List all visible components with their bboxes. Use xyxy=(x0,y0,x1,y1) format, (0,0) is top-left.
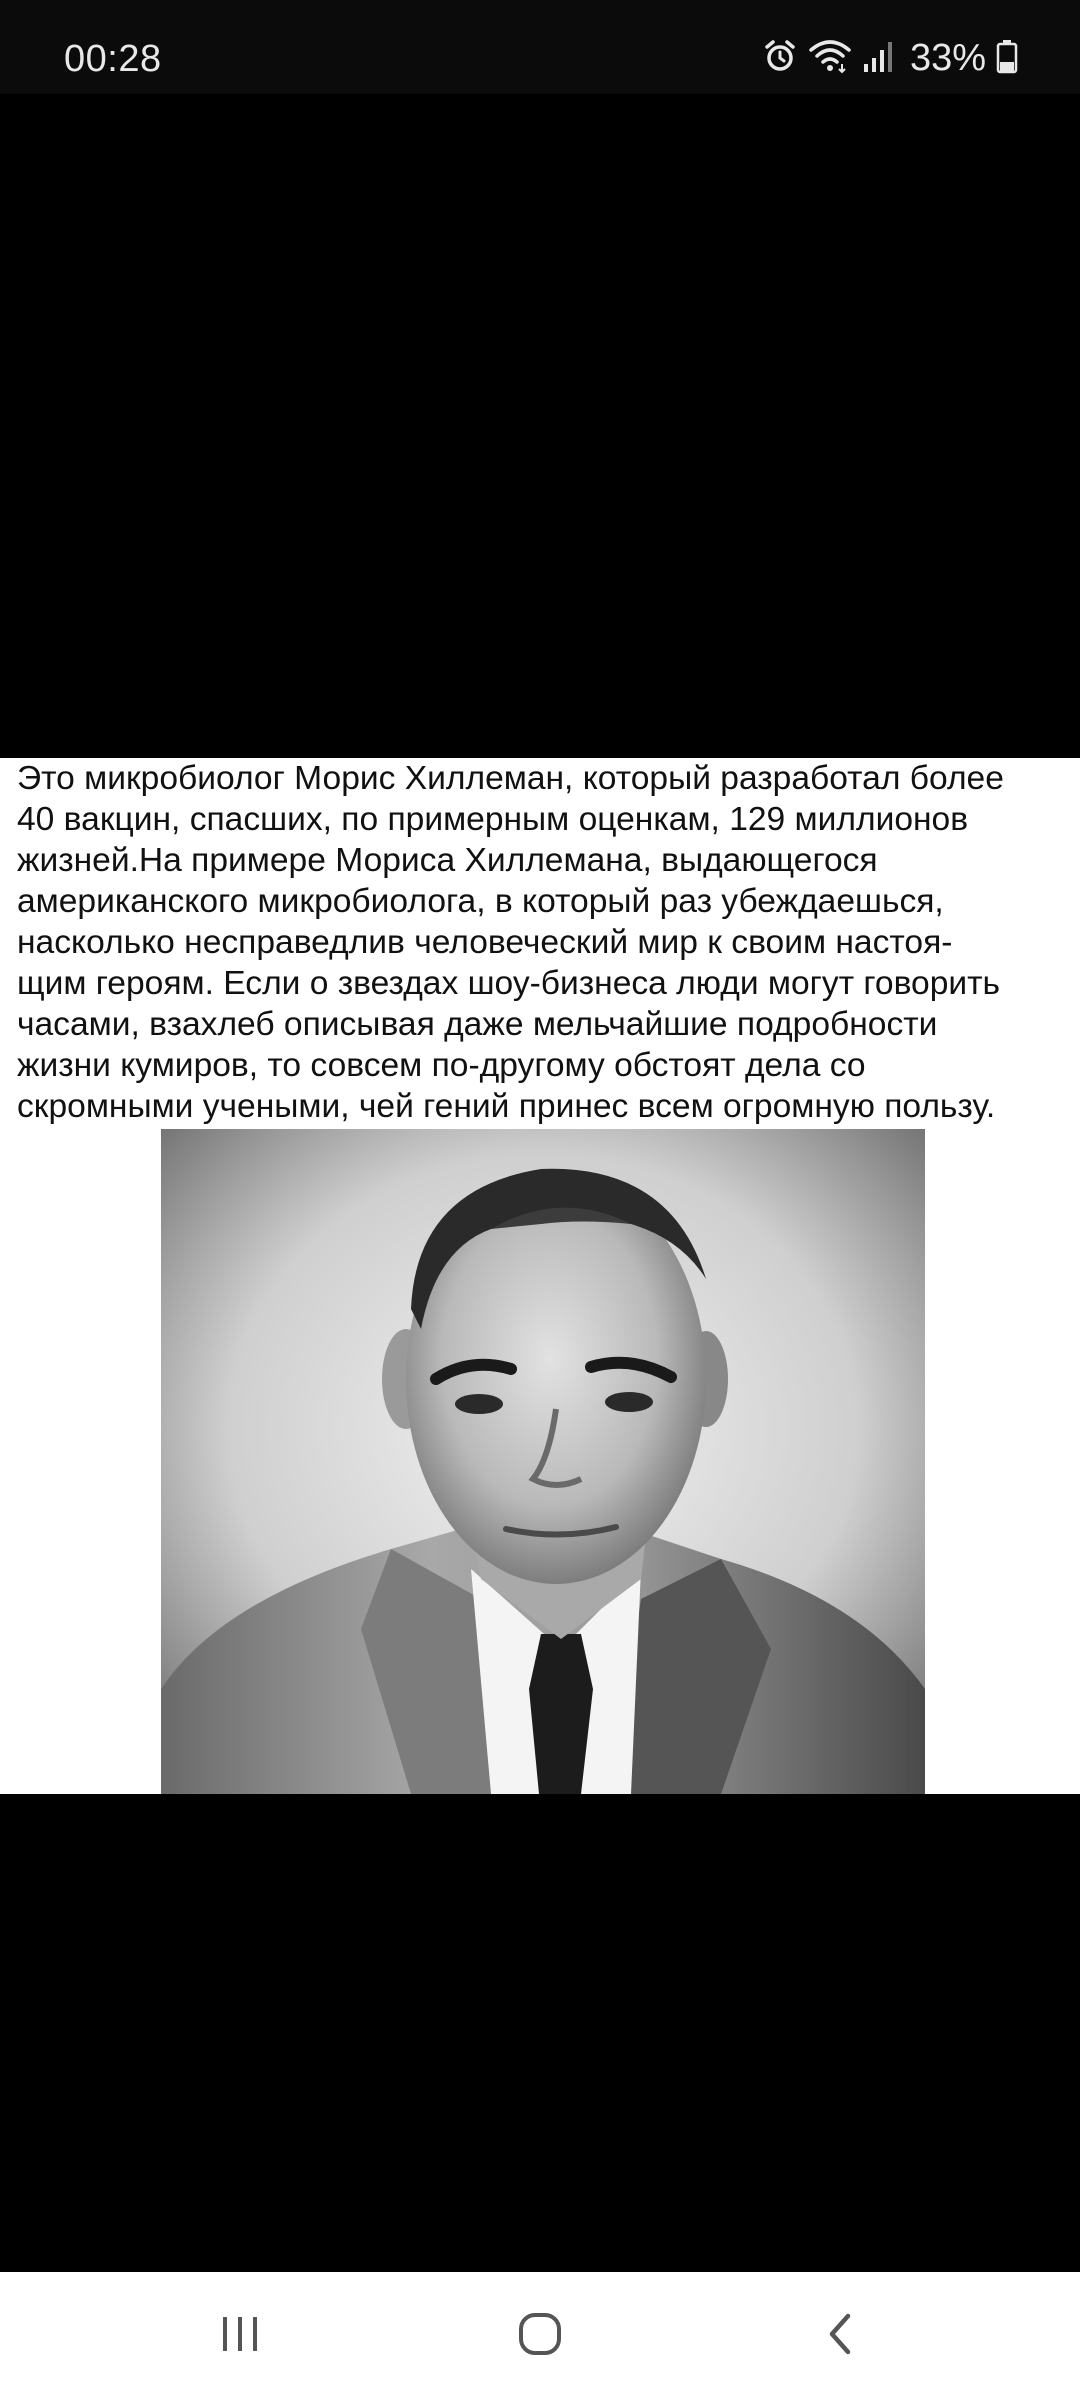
navigation-bar xyxy=(0,2272,1080,2400)
image-viewer[interactable] xyxy=(0,94,1080,2272)
back-button[interactable] xyxy=(780,2296,900,2376)
portrait-photo xyxy=(161,1129,925,1794)
back-icon xyxy=(818,2310,862,2363)
status-icons xyxy=(762,36,1018,80)
home-icon xyxy=(516,2310,564,2363)
status-bar xyxy=(0,0,1080,94)
battery-icon xyxy=(996,38,1018,79)
home-button[interactable] xyxy=(480,2296,600,2376)
article-paragraph: Это микробиолог Морис Хиллеман, который разработал более 40 вакцин, спасших, по примерным оценкам, 129 миллионов жизней.На примере Мориса Хиллемана, выдающегося американского микробиолога, в который раз убеждаешься, насколько несправедлив человеческий мир к своим настоя- щим героям. Если о звездах шоу-бизнеса люди могут говорить часами, взахлеб описывая даже мельчайшие подробности жизни кумиров, то совсем по-другому обстоят дела со скромными учеными, чей гений принес всем огромную пользу. xyxy=(17,760,1004,1125)
status-time: 00:28 xyxy=(64,38,162,80)
signal-icon xyxy=(862,38,894,79)
battery-percent: 33% xyxy=(909,36,986,79)
recent-apps-button[interactable] xyxy=(180,2296,300,2376)
wifi-icon xyxy=(808,38,852,79)
article-image xyxy=(0,758,1080,1794)
alarm-icon xyxy=(762,38,798,79)
recent-apps-icon xyxy=(218,2312,262,2361)
